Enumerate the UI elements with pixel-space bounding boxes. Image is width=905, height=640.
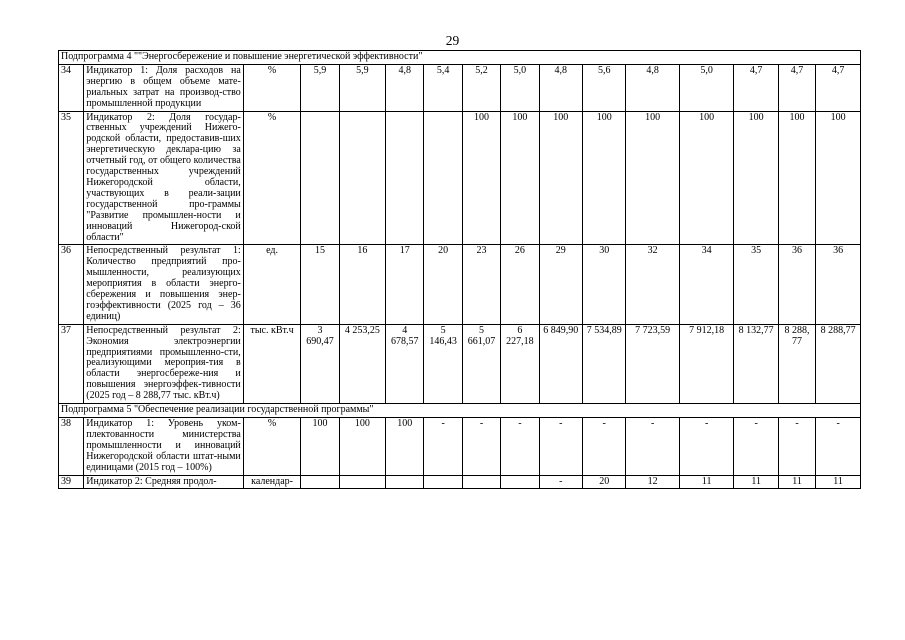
value-cell: - <box>626 418 680 476</box>
value-cell: - <box>679 418 734 476</box>
table-row <box>59 418 861 476</box>
value-cell: - <box>778 418 815 476</box>
table-row <box>59 324 861 403</box>
value-cell: 15 <box>301 245 339 324</box>
value-cell: - <box>539 418 582 476</box>
row-number: 39 <box>59 475 84 489</box>
row-number: 34 <box>59 64 84 111</box>
value-cell: 4 253,25 <box>339 324 385 403</box>
value-cell: 36 <box>816 245 861 324</box>
indicator-name: Индикатор 2: Средняя продол- <box>84 475 244 489</box>
value-cell: 36 <box>778 245 815 324</box>
value-cell: 17 <box>386 245 424 324</box>
section-title: Подпрограмма 4 ""Энергосбережение и повышение энергетической эффективности" <box>59 51 861 65</box>
value-cell: - <box>734 418 778 476</box>
value-cell: 100 <box>679 111 734 245</box>
value-cell: 8 132,77 <box>734 324 778 403</box>
indicators-table <box>58 50 861 489</box>
value-cell <box>301 475 339 489</box>
value-cell: 7 912,18 <box>679 324 734 403</box>
value-cell: - <box>424 418 462 476</box>
value-cell <box>424 475 462 489</box>
unit-cell: % <box>243 64 301 111</box>
row-number: 37 <box>59 324 84 403</box>
value-cell: 16 <box>339 245 385 324</box>
value-cell <box>462 475 500 489</box>
unit-cell: календар- <box>243 475 301 489</box>
value-cell <box>339 475 385 489</box>
value-cell: 5,0 <box>679 64 734 111</box>
value-cell: 100 <box>501 111 539 245</box>
value-cell: 8 288,77 <box>816 324 861 403</box>
value-cell: 100 <box>582 111 625 245</box>
value-cell: 4,8 <box>386 64 424 111</box>
value-cell: 8 288, 77 <box>778 324 815 403</box>
value-cell: 7 723,59 <box>626 324 680 403</box>
table-row <box>59 475 861 489</box>
value-cell: 100 <box>462 111 500 245</box>
value-cell: 23 <box>462 245 500 324</box>
section-header-row <box>59 51 861 65</box>
indicator-name: Непосредственный результат 2: Экономия электроэнергии предприятиями промышленно-сти, реализующими мероприя-тия в области энергосбереже-ния и повышения энергоэффек-тивности (2025 год – 8 288,77 тыс. кВт.ч) <box>84 324 244 403</box>
value-cell: 100 <box>339 418 385 476</box>
value-cell: 7 534,89 <box>582 324 625 403</box>
value-cell: 35 <box>734 245 778 324</box>
row-number: 36 <box>59 245 84 324</box>
value-cell: 4 678,57 <box>386 324 424 403</box>
value-cell: 5,9 <box>301 64 339 111</box>
value-cell: 5 146,43 <box>424 324 462 403</box>
value-cell: 5,9 <box>339 64 385 111</box>
unit-cell: % <box>243 111 301 245</box>
value-cell: - <box>462 418 500 476</box>
value-cell: - <box>539 475 582 489</box>
page-number: 29 <box>445 33 460 48</box>
table-row <box>59 64 861 111</box>
unit-cell: тыс. кВт.ч <box>243 324 301 403</box>
value-cell <box>301 111 339 245</box>
table-row <box>59 111 861 245</box>
value-cell <box>339 111 385 245</box>
value-cell: 11 <box>778 475 815 489</box>
value-cell: 3 690,47 <box>301 324 339 403</box>
value-cell: 100 <box>386 418 424 476</box>
section-title: Подпрограмма 5 "Обеспечение реализации государственной программы" <box>59 404 861 418</box>
indicator-name: Индикатор 1: Уровень уком-плектованности министерства промышленности и инноваций Нижегородской области штат-ными единицами (2015 год – 100%) <box>84 418 244 476</box>
value-cell: 11 <box>734 475 778 489</box>
value-cell: 5,2 <box>462 64 500 111</box>
value-cell: 5,6 <box>582 64 625 111</box>
table-row <box>59 245 861 324</box>
value-cell: 32 <box>626 245 680 324</box>
indicator-name: Непосредственный результат 1: Количество предприятий про-мышленности, реализующих мероприятия в области энерго-сбережения и повышения энер-гоэффективности (2025 год – 36 единиц) <box>84 245 244 324</box>
value-cell: 29 <box>539 245 582 324</box>
value-cell: - <box>501 418 539 476</box>
value-cell: 100 <box>778 111 815 245</box>
value-cell: 5 661,07 <box>462 324 500 403</box>
value-cell: 100 <box>734 111 778 245</box>
value-cell: 4,7 <box>778 64 815 111</box>
value-cell: 100 <box>816 111 861 245</box>
value-cell <box>501 475 539 489</box>
value-cell: 20 <box>424 245 462 324</box>
value-cell: 34 <box>679 245 734 324</box>
value-cell: 30 <box>582 245 625 324</box>
value-cell <box>386 475 424 489</box>
value-cell: 11 <box>816 475 861 489</box>
section-header-row <box>59 404 861 418</box>
row-number: 35 <box>59 111 84 245</box>
value-cell <box>424 111 462 245</box>
indicator-name: Индикатор 2: Доля государ-ственных учреждений Нижего-родской области, предоставив-ших энергетическую деклара-цию за отчетный год, от общего количества государственных учреждений Нижегородской области, участвующих в реали-зации государственной про-граммы "Развитие промышлен-ности и инноваций Нижегород-ской области" <box>84 111 244 245</box>
value-cell: 100 <box>539 111 582 245</box>
value-cell: 4,7 <box>816 64 861 111</box>
row-number: 38 <box>59 418 84 476</box>
value-cell: 100 <box>301 418 339 476</box>
value-cell: 4,7 <box>734 64 778 111</box>
value-cell: 100 <box>626 111 680 245</box>
value-cell: 4,8 <box>626 64 680 111</box>
value-cell: 12 <box>626 475 680 489</box>
value-cell: 20 <box>582 475 625 489</box>
value-cell: 5,0 <box>501 64 539 111</box>
value-cell: 4,8 <box>539 64 582 111</box>
value-cell: 6 227,18 <box>501 324 539 403</box>
value-cell: 5,4 <box>424 64 462 111</box>
unit-cell: % <box>243 418 301 476</box>
indicator-name: Индикатор 1: Доля расходов на энергию в общем объеме мате-риальных затрат на производ-ство промышленной продукции <box>84 64 244 111</box>
value-cell: - <box>816 418 861 476</box>
value-cell: 26 <box>501 245 539 324</box>
value-cell: 6 849,90 <box>539 324 582 403</box>
value-cell <box>386 111 424 245</box>
value-cell: 11 <box>679 475 734 489</box>
unit-cell: ед. <box>243 245 301 324</box>
value-cell: - <box>582 418 625 476</box>
